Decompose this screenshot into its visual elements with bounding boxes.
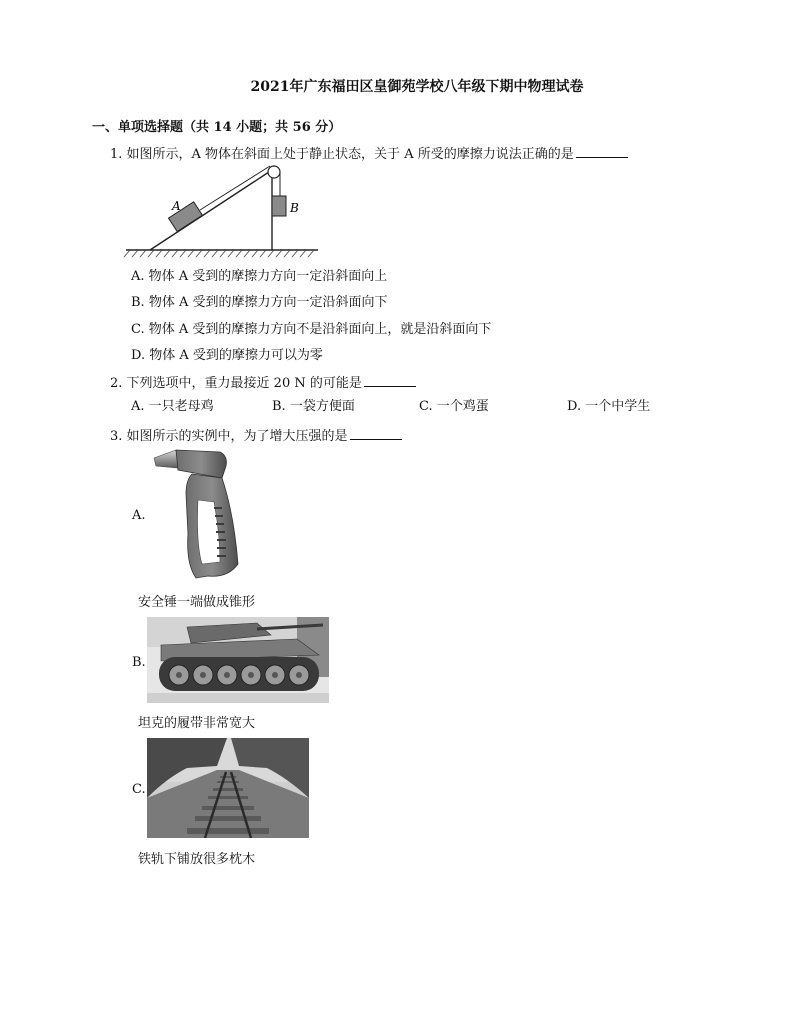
pulley: [268, 166, 280, 178]
question-3-option-a-letter[interactable]: A.: [132, 508, 146, 523]
block-b: [272, 196, 286, 216]
question-3-stem: [110, 425, 402, 444]
safety-hammer-image[interactable]: [148, 444, 248, 584]
question-2-option-c[interactable]: C. 一个鸡蛋: [419, 399, 489, 414]
question-3-text: 3. 如图所示的实例中，为了增大压强的是: [110, 429, 348, 444]
question-3-option-b-letter[interactable]: B.: [132, 655, 146, 670]
question-3-option-b-caption: 坦克的履带非常宽大: [138, 716, 256, 731]
question-1-option-a[interactable]: A. 物体 A 受到的摩擦力方向一定沿斜面向上: [131, 269, 388, 284]
question-2-text: 2. 下列选项中，重力最接近 20 N 的可能是: [110, 376, 362, 391]
railway-image[interactable]: [147, 738, 309, 838]
question-1-text: 1. 如图所示，A 物体在斜面上处于静止状态，关于 A 所受的摩擦力说法正确的是: [110, 147, 574, 162]
incline-pulley-figure: [122, 160, 322, 260]
incline-surface: [150, 170, 272, 250]
answer-blank-1: [576, 145, 628, 158]
question-1-option-b[interactable]: B. 物体 A 受到的摩擦力方向一定沿斜面向下: [131, 295, 388, 310]
question-2-option-b[interactable]: B. 一袋方便面: [272, 399, 355, 414]
label-a: A: [172, 199, 181, 213]
answer-blank-2: [364, 374, 416, 387]
question-1-option-d[interactable]: D. 物体 A 受到的摩擦力可以为零: [131, 348, 323, 363]
question-2-stem: [110, 372, 416, 391]
string-slope: [200, 166, 270, 210]
question-2-option-d[interactable]: D. 一个中学生: [567, 399, 651, 414]
tank-image[interactable]: [147, 617, 329, 703]
answer-blank-3: [350, 427, 402, 440]
label-b: B: [290, 201, 299, 215]
question-1-option-c[interactable]: C. 物体 A 受到的摩擦力方向不是沿斜面向上，就是沿斜面向下: [131, 322, 492, 337]
question-2-option-a[interactable]: A. 一只老母鸡: [131, 399, 214, 414]
question-3-option-c-caption: 铁轨下铺放很多枕木: [138, 852, 256, 867]
page-title: 2021年广东福田区皇御苑学校八年级下期中物理试卷: [250, 79, 584, 95]
question-3-option-a-caption: 安全锤一端做成锥形: [138, 595, 256, 610]
section-heading: 一、单项选择题（共 14 小题；共 56 分）: [92, 120, 342, 135]
question-3-option-c-letter[interactable]: C.: [132, 782, 146, 797]
ground-hatching: [124, 250, 314, 257]
